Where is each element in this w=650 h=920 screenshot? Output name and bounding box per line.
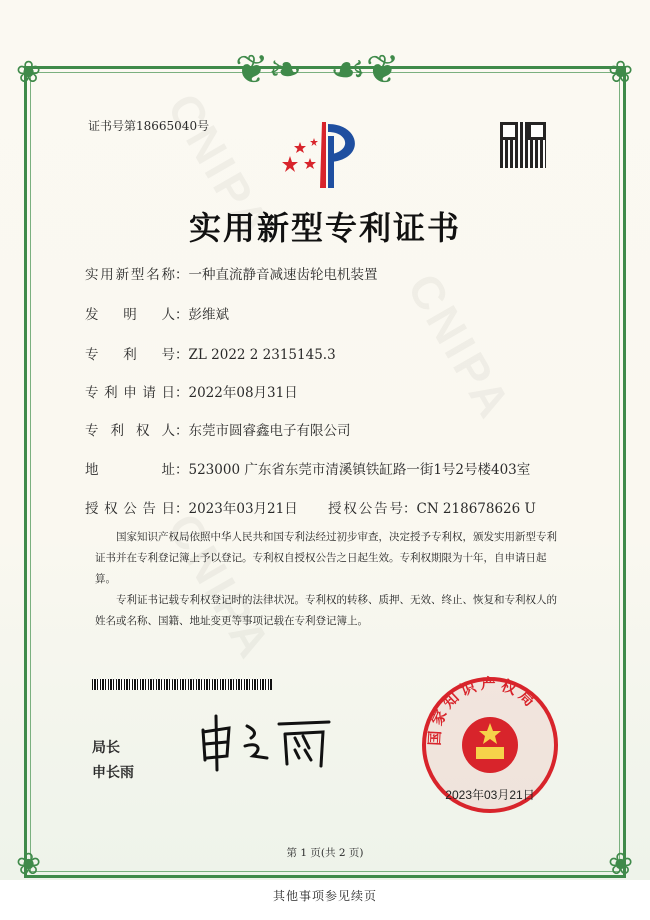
seal-text: 国家知识产权局 bbox=[425, 675, 542, 747]
handwritten-signature bbox=[195, 712, 335, 772]
corner-ornament-icon: ❀ bbox=[608, 847, 634, 882]
seal-date: 2023年03月21日 bbox=[445, 788, 535, 802]
official-seal bbox=[420, 675, 560, 815]
corner-ornament-icon: ❀ bbox=[608, 55, 634, 90]
cnipa-logo-icon bbox=[282, 118, 372, 190]
barcode bbox=[92, 679, 272, 690]
qr-code bbox=[500, 122, 546, 168]
field-patent-number: 专利号：ZL 2022 2 2315145.3 bbox=[85, 347, 336, 363]
field-grant-date: 授权公告日：2023年03月21日 bbox=[85, 501, 298, 517]
corner-ornament-icon: ❀ bbox=[16, 55, 42, 90]
field-grant-number: 授权公告号：CN 218678626 U bbox=[328, 501, 536, 517]
statement-paragraph: 专利证书记载专利权登记时的法律状况。专利权的转移、质押、无效、终止、恢复和专利权人的姓名或名称、国籍、地址变更等事项记载在专利登记簿上。 bbox=[95, 594, 557, 627]
statement-paragraph: 国家知识产权局依照中华人民共和国专利法经过初步审查，决定授予专利权，颁发实用新型专利证书并在专利登记簿上予以登记。专利权自授权公告之日起生效。专利权期限为十年，自申请日起算。 bbox=[95, 531, 557, 585]
signatory-position: 局长 bbox=[92, 740, 120, 756]
field-inventor: 发明人：彭维斌 bbox=[85, 307, 229, 323]
field-utility-model-name: 实用新型名称：一种直流静音减速齿轮电机装置 bbox=[85, 267, 378, 283]
field-application-date: 专利申请日：2022年08月31日 bbox=[85, 385, 298, 401]
page-number: 第 1 页(共 2 页) bbox=[286, 847, 364, 859]
field-address: 地址：523000 广东省东莞市清溪镇铁缸路一街1号2号楼403室 bbox=[85, 462, 531, 478]
top-ornament-icon: ☙❦ bbox=[330, 47, 400, 93]
field-patentee: 专利权人：东莞市圆睿鑫电子有限公司 bbox=[85, 423, 351, 439]
certificate-title: 实用新型专利证书 bbox=[188, 209, 461, 247]
certificate-number: 证书号第18665040号 bbox=[88, 119, 210, 133]
corner-ornament-icon: ❀ bbox=[16, 847, 42, 882]
top-ornament-icon: ❦❧ bbox=[235, 47, 303, 93]
signatory-name: 申长雨 bbox=[92, 765, 134, 781]
continuation-note: 其他事项参见续页 bbox=[272, 889, 377, 903]
